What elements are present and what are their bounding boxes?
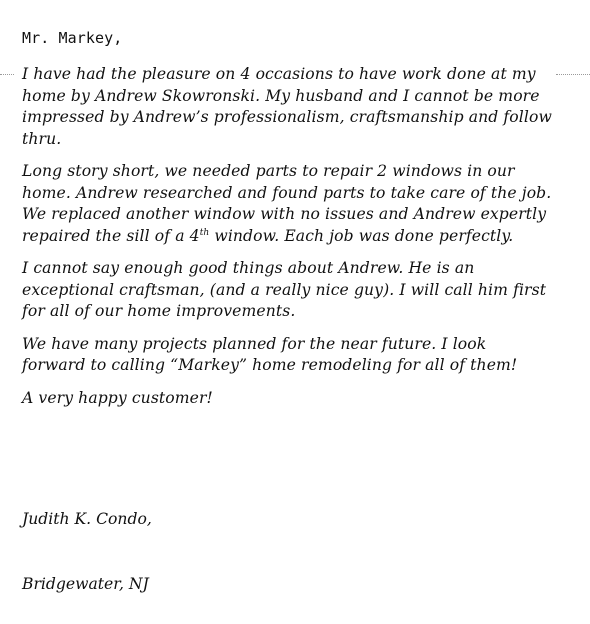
paragraph-1: I have had the pleasure on 4 occasions to have work done at my home by Andrew Skowronski. My husband and I cannot be more impressed by Andrew’s professionalism, craftsmanship and follow thru. <box>22 65 552 148</box>
signature-location: Bridgewater, NJ <box>22 575 149 593</box>
paragraph-2-text-b: window. Each job was done perfectly. <box>209 226 514 245</box>
scan-line-left <box>0 74 14 75</box>
scan-line-right <box>556 74 590 75</box>
paragraph-2-text-a: Long story short, we needed parts to repair 2 windows in our home. Andrew researched and found parts to take care of the job. We replaced another window with no issues and Andrew expertly repaired the sill of a 4 <box>22 162 552 245</box>
salutation: Mr. Markey, <box>22 29 123 47</box>
ordinal-suffix: th <box>199 227 210 238</box>
paragraph-3: I cannot say enough good things about Andrew. He is an exceptional craftsman, (and a really nice guy). I will call him first for all of our home improvements. <box>22 259 547 320</box>
letter-body <box>22 28 552 409</box>
paragraph-2 <box>22 161 552 247</box>
paragraph-4: We have many projects planned for the near future. I look forward to calling “Markey” home remodeling for all of them! <box>22 334 518 374</box>
closing-line: A very happy customer! <box>22 388 213 407</box>
signature-name: Judith K. Condo, <box>22 510 152 528</box>
